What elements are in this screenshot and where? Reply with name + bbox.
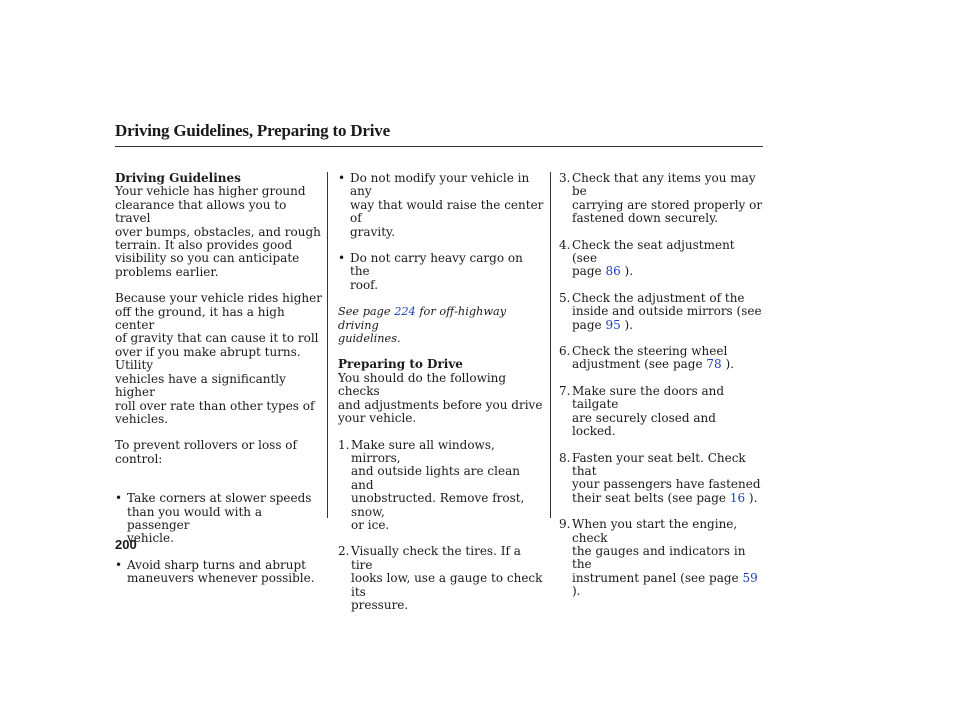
text-line: guidelines. [338,332,401,346]
item-number: 9. [559,517,571,532]
text-line: gravity. [350,224,396,239]
text-line: Take corners at slower speeds [127,491,312,506]
text-line: Because your vehicle rides higher [115,291,322,306]
bullet-icon: • [338,251,346,266]
item-number: 6. [559,344,571,359]
page-link-95[interactable]: 95 [605,317,621,332]
text-line: off the ground, it has a high center [115,304,285,333]
paragraph [115,292,323,426]
page-link-16[interactable]: 16 [729,490,746,505]
column-divider [550,172,551,518]
text-line: or ice. [351,517,390,532]
text-line: pressure. [351,597,409,612]
text-line: inside and outside mirrors (see [572,304,762,319]
bullet-icon: • [338,171,346,185]
text-line: looks low, use a gauge to check its [351,571,543,599]
text-line: than you would with a passenger [127,504,262,532]
text-line: Check that any items you may be [572,171,756,199]
paragraph [115,185,323,279]
bullet-icon: • [115,491,123,506]
item-number: 3. [559,171,571,185]
paragraph [115,439,323,466]
text-line: When you start the engine, check [572,517,738,545]
text-line: vehicles have a significantly higher [115,371,286,400]
text-line: You should do the following checks [338,370,507,399]
numbered-item [338,439,544,533]
text-line: Check the steering wheel [572,344,728,359]
page-number: 200 [115,537,137,552]
off-highway-note: See page 224 for off-highway driving guidelines. [338,305,544,345]
section-heading-preparing-to-drive: Preparing to Drive [338,357,463,372]
numbered-item [559,172,763,226]
column-1 [115,172,323,586]
column-2 [338,172,544,612]
text-line: fastened down securely. [572,211,719,226]
numbered-item: 5. Check the adjustment of the inside and outside mirrors (see page 95 ). [559,290,762,332]
text-line: terrain. It also provides good [115,238,293,253]
item-number: 4. [559,237,571,252]
column-divider [327,172,328,518]
text-line: and adjustments before you drive [338,397,543,412]
bullet-item [115,492,323,546]
text-line: are securely closed and locked. [572,410,716,439]
text-line: vehicles. [115,411,169,426]
text-line: Check the seat adjustment (see [572,237,735,266]
section-heading-driving-guidelines: Driving Guidelines [115,171,241,185]
title-rule [115,146,763,147]
paragraph [338,372,544,426]
text-line: maneuvers whenever possible. [127,571,315,586]
text-line: carrying are stored properly or [572,197,763,212]
text-line: your vehicle. [338,411,417,426]
item-number: 5. [559,290,571,305]
text-line: vehicle. [127,531,174,546]
bullet-icon: • [115,557,123,572]
text-line: Visually check the tires. If a tire [351,544,521,572]
text-line: Do not carry heavy cargo on the [350,251,523,279]
page-title: Driving Guidelines, Preparing to Drive [115,121,390,140]
page-link-224[interactable]: 224 [394,305,416,319]
item-number: 2. [338,544,350,559]
page-link-59[interactable]: 59 [742,570,758,585]
text-line: roll over rate than other types of [115,398,315,413]
text-line: of gravity that can cause it to roll [115,331,319,346]
text-line: the gauges and indicators in the [572,543,746,572]
text-line: Check the adjustment of the [572,290,745,305]
bullet-item [338,252,544,292]
column-3 [559,172,763,599]
text-line: and outside lights are clean and [351,464,520,492]
item-number: 8. [559,450,571,465]
text-line: control: [115,451,163,466]
numbered-item: 9. When you start the engine, check the gauges and indicators in the instrument panel (see page 59 ). [559,518,763,598]
text-line: Do not modify your vehicle in any [350,171,530,199]
numbered-item [338,545,544,612]
text-line: Make sure all windows, mirrors, [351,437,495,465]
text-line: clearance that allows you to travel [115,197,287,226]
text-line: To prevent rollovers or loss of [115,438,297,453]
text-line: Avoid sharp turns and abrupt [127,557,306,572]
text-line: Your vehicle has higher ground [115,184,306,199]
numbered-item: 6. Check the steering wheel adjustment (see page 78 ). [559,345,763,372]
numbered-item: 8. Fasten your seat belt. Check that your passengers have fastened their seat belts (see page 16 ). [559,452,763,506]
numbered-item [559,385,763,439]
page-link-78[interactable]: 78 [706,357,722,372]
page-link-86[interactable]: 86 [605,264,621,279]
numbered-item: 4. Check the seat adjustment (see page 86 ). [559,239,763,279]
item-number: 1. [338,437,350,452]
text-line: over if you make abrupt turns. Utility [115,344,301,373]
text-line: roof. [350,277,379,292]
text-line: visibility so you can anticipate [115,251,300,266]
text-line: over bumps, obstacles, and rough [115,224,321,239]
bullet-item [338,172,544,239]
item-number: 7. [559,383,571,398]
text-line: way that would raise the center of [350,197,544,226]
text-line: Fasten your seat belt. Check that [572,450,746,478]
text-line: problems earlier. [115,264,219,279]
bullet-item [115,559,323,586]
text-line: your passengers have fastened [572,477,761,492]
text-line: unobstructed. Remove frost, snow, [351,491,525,519]
text-line: Make sure the doors and tailgate [572,383,725,412]
